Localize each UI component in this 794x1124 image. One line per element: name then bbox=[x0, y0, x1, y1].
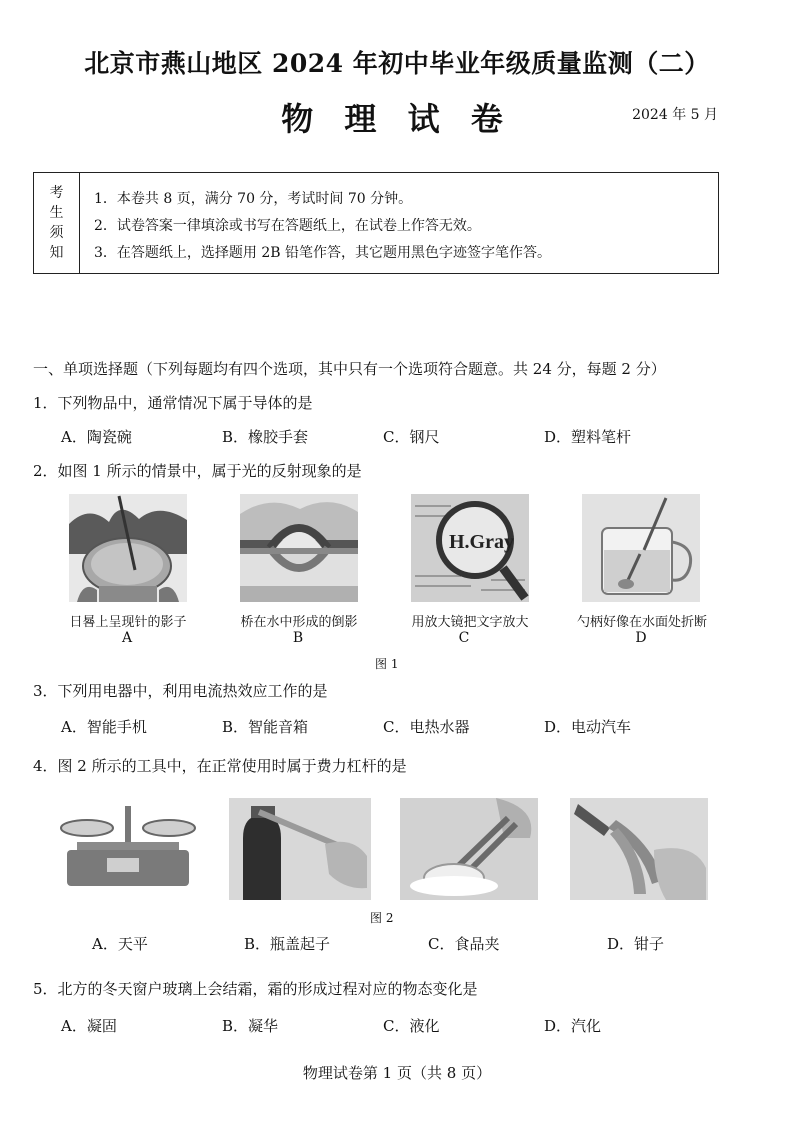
q5-option-d: D．汽化 bbox=[544, 1017, 602, 1035]
spoon-glass-photo bbox=[582, 494, 700, 602]
question-1-stem: 1．下列物品中，通常情况下属于导体的是 bbox=[33, 394, 313, 412]
balance-photo bbox=[57, 798, 199, 898]
figure-1-label: 图 1 bbox=[375, 657, 399, 671]
q1-option-d: D．塑料笔杆 bbox=[544, 428, 632, 446]
sundial-photo bbox=[69, 494, 187, 602]
notice-label-char: 须 bbox=[49, 225, 64, 241]
notice-label-char: 知 bbox=[49, 245, 64, 261]
notice-item: 1．本卷共 8 页，满分 70 分，考试时间 70 分钟。 bbox=[94, 191, 413, 207]
bridge-reflection-photo bbox=[240, 494, 358, 602]
notice-item: 3．在答题纸上，选择题用 2B 铅笔作答，其它题用黑色字迹签字笔作答。 bbox=[94, 245, 552, 261]
notice-label-char: 考 bbox=[49, 185, 64, 201]
label-b: B bbox=[292, 630, 304, 646]
pliers-photo bbox=[570, 798, 708, 900]
figure-2-label: 图 2 bbox=[370, 911, 394, 925]
section-heading: 一、单项选择题（下列每题均有四个选项，其中只有一个选项符合题意。共 24 分，每题 2 分） bbox=[33, 360, 666, 378]
label-d: D bbox=[635, 630, 647, 646]
label-a: A bbox=[121, 630, 133, 646]
exam-title: 北京市燕山地区 2024 年初中毕业年级质量监测（二） bbox=[84, 49, 710, 78]
subject-title: 物 理 试 卷 bbox=[281, 100, 513, 138]
question-4-stem: 4．图 2 所示的工具中，在正常使用时属于费力杠杆的是 bbox=[33, 757, 407, 775]
q5-option-a: A．凝固 bbox=[61, 1017, 117, 1035]
caption-a: 日晷上呈现针的影子 bbox=[69, 615, 187, 630]
q1-option-a: A．陶瓷碗 bbox=[61, 428, 132, 446]
magnifier-text: H.Gray bbox=[449, 531, 514, 553]
caption-c: 用放大镜把文字放大 bbox=[411, 615, 529, 630]
bottle-opener-photo bbox=[229, 798, 371, 900]
question-3-stem: 3．下列用电器中，利用电流热效应工作的是 bbox=[33, 682, 328, 700]
q4-option-c: C．食品夹 bbox=[428, 935, 500, 953]
q5-option-b: B．凝华 bbox=[222, 1017, 279, 1035]
q5-option-c: C．液化 bbox=[383, 1017, 440, 1035]
q3-option-d: D．电动汽车 bbox=[544, 718, 632, 736]
question-5-stem: 5．北方的冬天窗户玻璃上会结霜，霜的形成过程对应的物态变化是 bbox=[33, 980, 478, 998]
magnifier-photo bbox=[411, 494, 529, 602]
q4-option-a: A．天平 bbox=[92, 935, 148, 953]
notice-items bbox=[94, 186, 551, 267]
page-footer: 物理试卷第 1 页（共 8 页） bbox=[302, 1064, 492, 1082]
notice-item: 2．试卷答案一律填涂或书写在答题纸上，在试卷上作答无效。 bbox=[94, 218, 481, 234]
q1-option-c: C．钢尺 bbox=[383, 428, 440, 446]
q1-option-b: B．橡胶手套 bbox=[222, 428, 309, 446]
q3-option-a: A．智能手机 bbox=[61, 718, 147, 736]
notice-label-char: 生 bbox=[49, 205, 64, 221]
question-2-stem: 2．如图 1 所示的情景中，属于光的反射现象的是 bbox=[33, 462, 362, 480]
caption-d: 勺柄好像在水面处折断 bbox=[576, 615, 707, 630]
exam-date: 2024 年 5 月 bbox=[632, 107, 718, 123]
label-c: C bbox=[458, 630, 470, 646]
q4-option-d: D．钳子 bbox=[607, 935, 665, 953]
q3-option-b: B．智能音箱 bbox=[222, 718, 309, 736]
candidate-notice-box bbox=[33, 172, 719, 274]
caption-b: 桥在水中形成的倒影 bbox=[240, 615, 358, 630]
food-tongs-photo bbox=[400, 798, 538, 900]
notice-label bbox=[34, 173, 80, 273]
q4-option-b: B．瓶盖起子 bbox=[244, 935, 331, 953]
q3-option-c: C．电热水器 bbox=[383, 718, 470, 736]
